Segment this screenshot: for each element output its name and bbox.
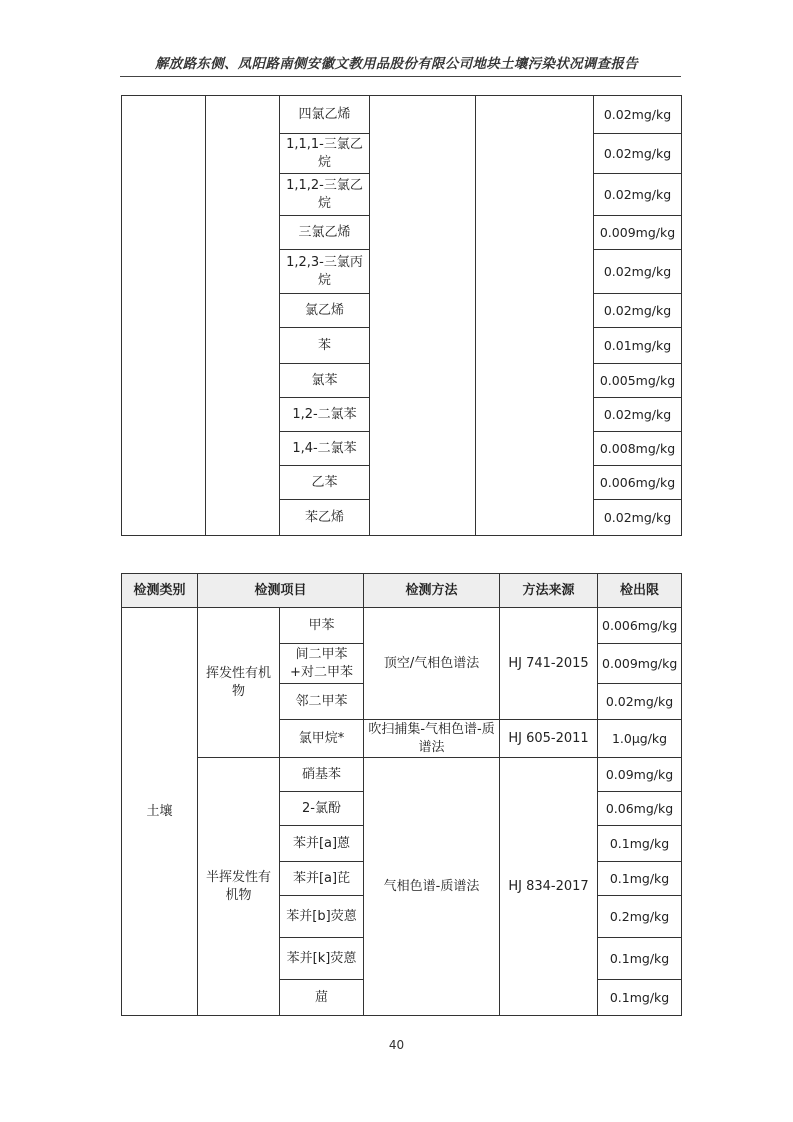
table-row [122,608,682,644]
source-cell: HJ 741-2015 [500,608,598,720]
limit-cell: 0.005mg/kg [594,364,682,398]
header-category: 检测类别 [122,574,198,608]
group-cell: 半挥发性有机物 [198,758,280,1016]
item-cell: 1,1,2-三氯乙烷 [280,174,370,216]
item-cell: 硝基苯 [280,758,364,792]
table-header-row [122,574,682,608]
item-cell: 氯甲烷* [280,720,364,758]
method-cell: 气相色谱-质谱法 [364,758,500,1016]
item-cell: 四氯乙烯 [280,96,370,134]
limit-cell: 0.06mg/kg [598,792,682,826]
detection-limit-table [121,573,682,1016]
item-cell: 氯苯 [280,364,370,398]
limit-cell: 0.02mg/kg [594,174,682,216]
item-cell: 苯并[k]荧蒽 [280,938,364,980]
limit-cell: 0.009mg/kg [598,644,682,684]
item-cell: 三氯乙烯 [280,216,370,250]
limit-cell: 0.1mg/kg [598,980,682,1016]
item-cell: 乙苯 [280,466,370,500]
header-method: 检测方法 [364,574,500,608]
method-cell-empty [370,96,476,536]
header-item: 检测项目 [198,574,364,608]
item-cell: 甲苯 [280,608,364,644]
item-cell: 1,2-二氯苯 [280,398,370,432]
detection-limit-table-continued [121,95,682,536]
group-cell: 挥发性有机物 [198,608,280,758]
limit-cell: 0.09mg/kg [598,758,682,792]
source-cell: HJ 605-2011 [500,720,598,758]
limit-cell: 0.02mg/kg [598,684,682,720]
limit-cell: 0.006mg/kg [594,466,682,500]
item-cell: 苯 [280,328,370,364]
limit-cell: 1.0μg/kg [598,720,682,758]
item-cell: 间二甲苯+对二甲苯 [280,644,364,684]
limit-cell: 0.02mg/kg [594,294,682,328]
item-cell: 1,1,1-三氯乙烷 [280,134,370,174]
group-cell-empty [206,96,280,536]
item-cell: 苯乙烯 [280,500,370,536]
page-number: 40 [388,1038,405,1052]
item-cell: 苯并[a]蒽 [280,826,364,862]
category-cell: 土壤 [122,608,198,1016]
report-header: 解放路东侧、凤阳路南侧安徽文教用品股份有限公司地块土壤污染状况调查报告 [155,56,638,72]
item-cell: 苯并[b]荧蒽 [280,896,364,938]
header-limit: 检出限 [598,574,682,608]
item-cell: 邻二甲苯 [280,684,364,720]
limit-cell: 0.009mg/kg [594,216,682,250]
limit-cell: 0.02mg/kg [594,500,682,536]
table-row [122,96,682,134]
limit-cell: 0.006mg/kg [598,608,682,644]
method-cell: 吹扫捕集-气相色谱-质谱法 [364,720,500,758]
limit-cell: 0.1mg/kg [598,862,682,896]
limit-cell: 0.02mg/kg [594,250,682,294]
limit-cell: 0.1mg/kg [598,938,682,980]
source-cell-empty [476,96,594,536]
limit-cell: 0.02mg/kg [594,134,682,174]
limit-cell: 0.2mg/kg [598,896,682,938]
header-source: 方法来源 [500,574,598,608]
item-cell: 1,4-二氯苯 [280,432,370,466]
category-cell-empty [122,96,206,536]
item-cell: 苯并[a]芘 [280,862,364,896]
item-cell: 1,2,3-三氯丙烷 [280,250,370,294]
limit-cell: 0.02mg/kg [594,96,682,134]
item-cell: 氯乙烯 [280,294,370,328]
method-cell: 顶空/气相色谱法 [364,608,500,720]
item-cell: 2-氯酚 [280,792,364,826]
item-cell: 䓛 [280,980,364,1016]
limit-cell: 0.01mg/kg [594,328,682,364]
limit-cell: 0.02mg/kg [594,398,682,432]
header-divider [120,76,681,77]
table-row [122,758,682,792]
limit-cell: 0.1mg/kg [598,826,682,862]
source-cell: HJ 834-2017 [500,758,598,1016]
limit-cell: 0.008mg/kg [594,432,682,466]
